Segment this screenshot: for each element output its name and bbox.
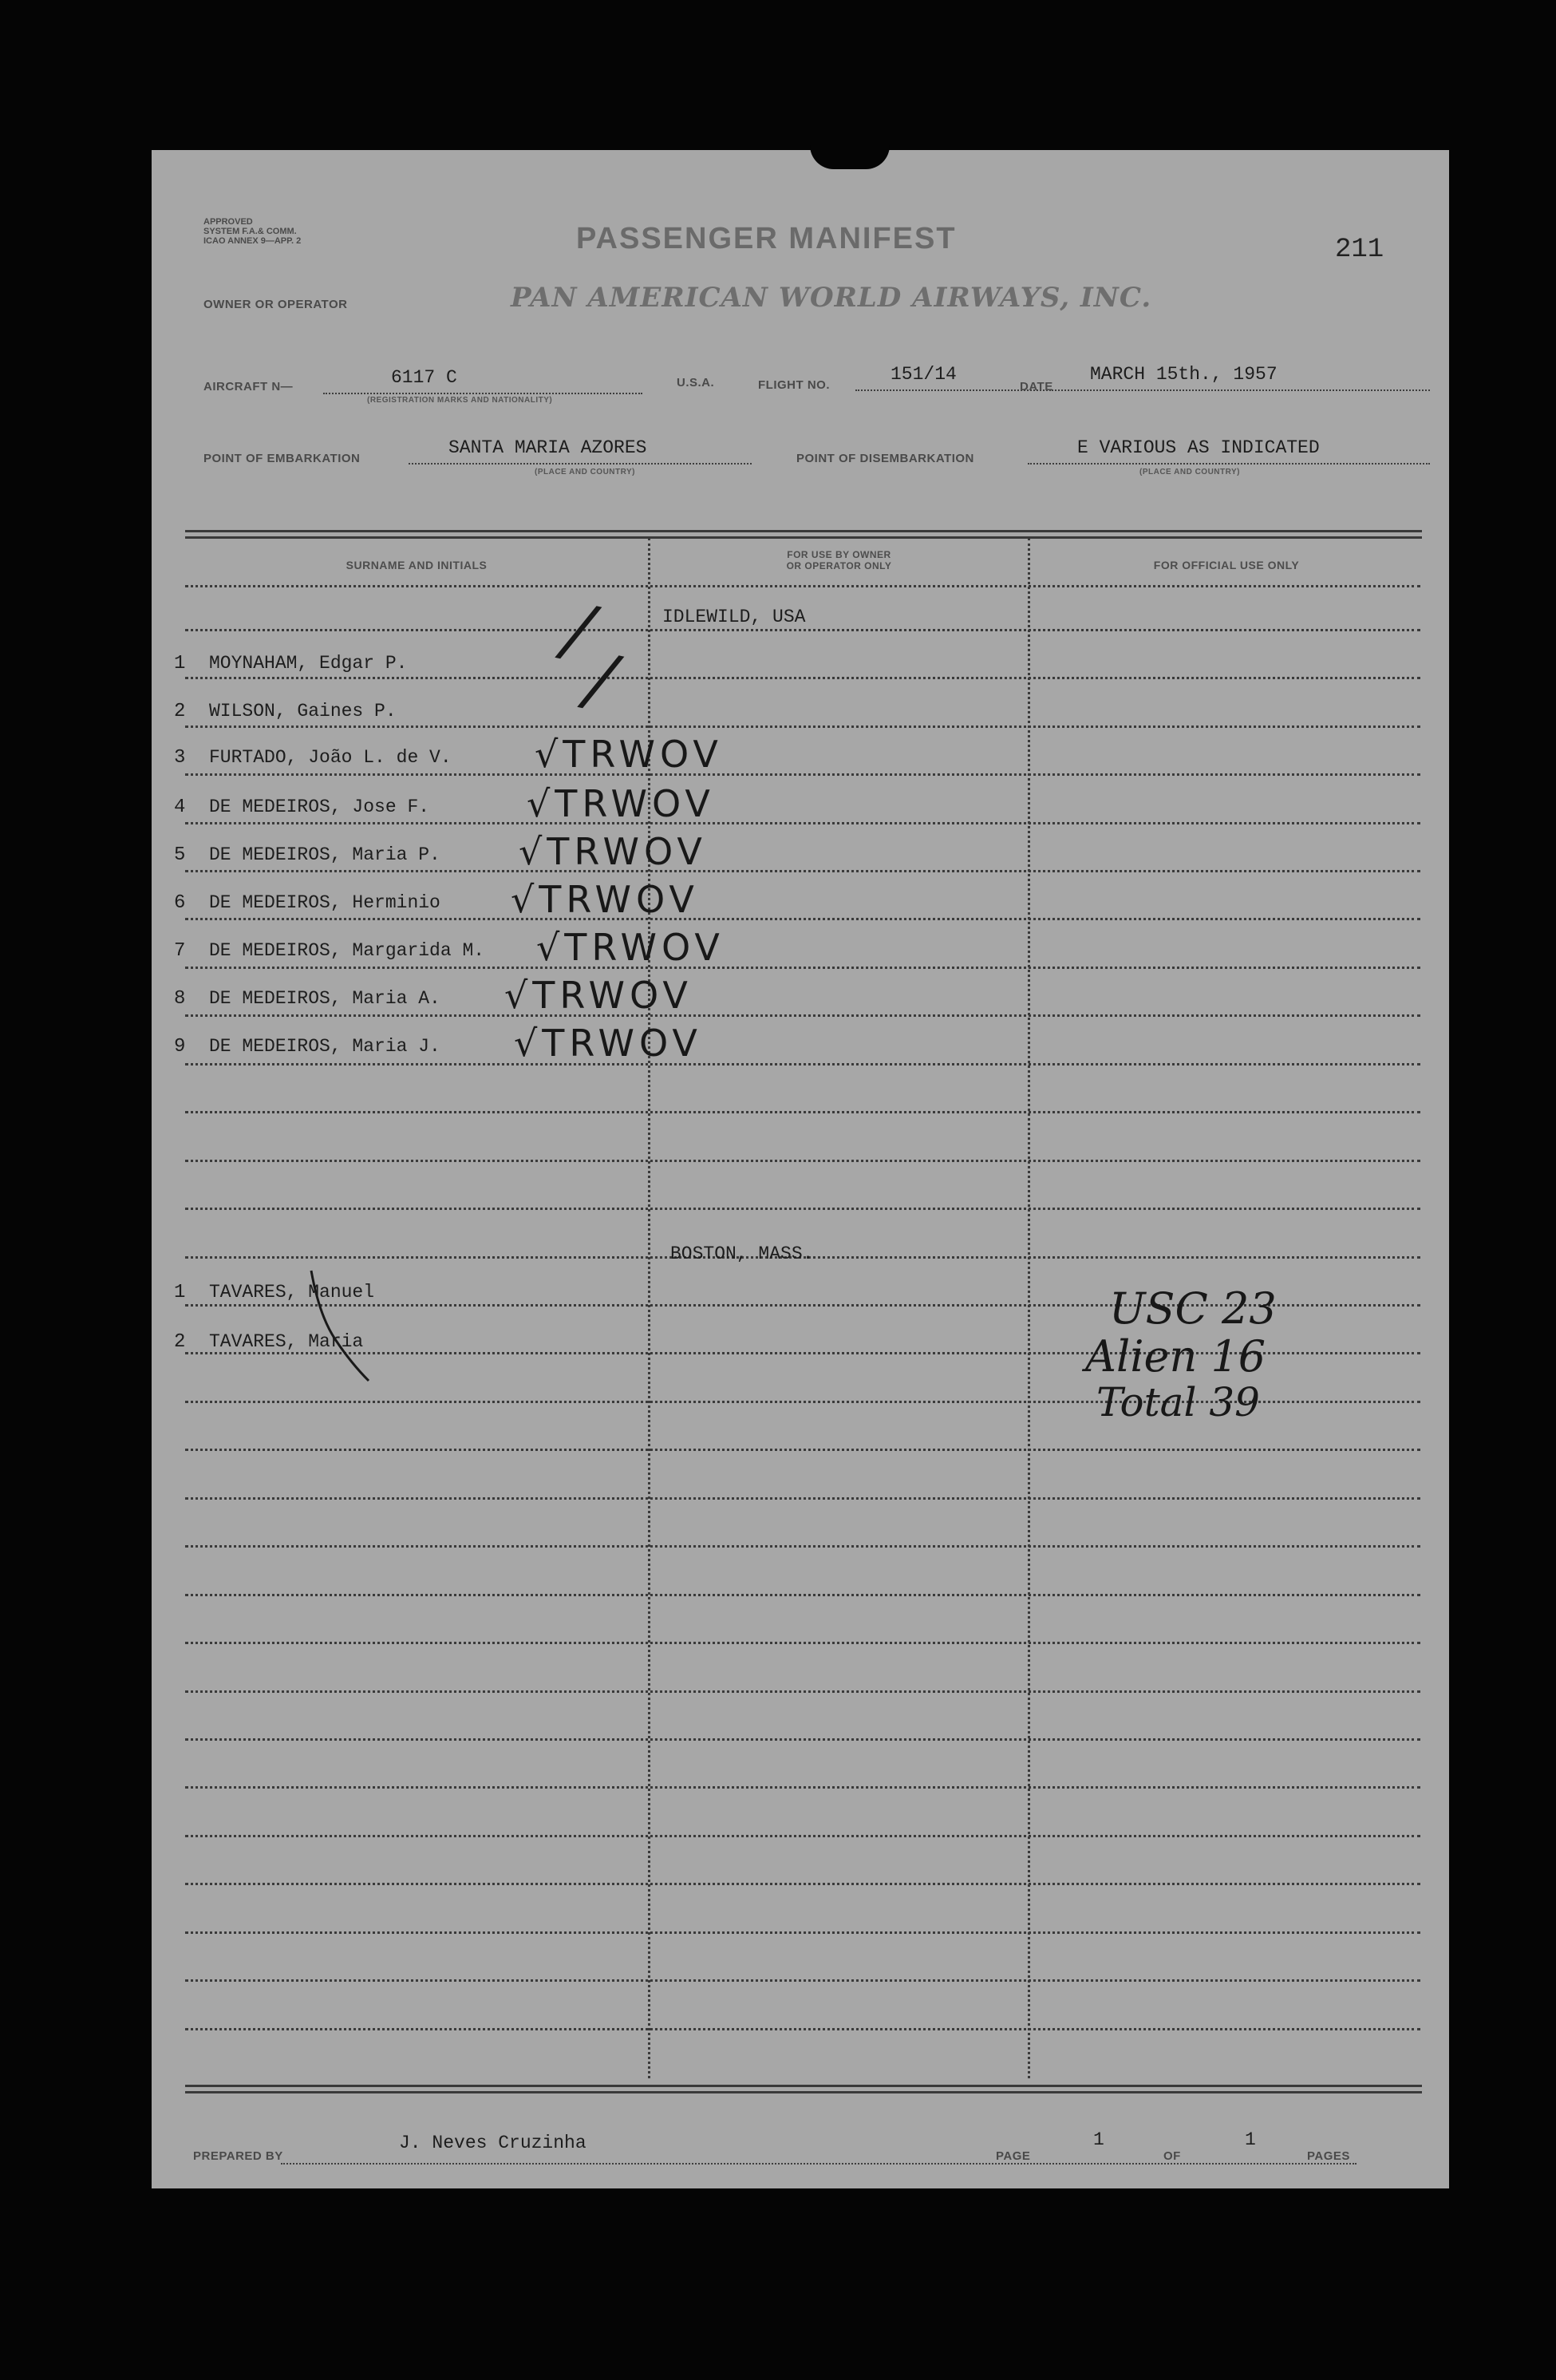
page-stamp: 211 bbox=[1335, 235, 1384, 265]
prepared-by-value: J. Neves Cruzinha bbox=[399, 2133, 586, 2153]
passenger-name: DE MEDEIROS, Maria A. bbox=[209, 988, 440, 1009]
date-value: MARCH 15th., 1957 bbox=[1090, 364, 1278, 385]
disembark-label: POINT OF DISEMBARKATION bbox=[796, 452, 974, 465]
col-header-official: FOR OFFICIAL USE ONLY bbox=[1153, 559, 1300, 571]
note-usc: USC 23 bbox=[1109, 1283, 1277, 1334]
disembark-underline bbox=[1028, 463, 1430, 465]
row-line bbox=[185, 629, 1420, 631]
row-line bbox=[185, 1111, 1420, 1113]
row-line bbox=[185, 2028, 1420, 2030]
handwritten-marks: √TRWOV bbox=[519, 830, 707, 873]
pages-value: 1 bbox=[1245, 2129, 1256, 2150]
row-line bbox=[185, 967, 1420, 969]
row-number: 6 bbox=[174, 892, 186, 914]
row-number: 8 bbox=[174, 988, 186, 1010]
row-line bbox=[185, 918, 1420, 920]
row-number: 2 bbox=[174, 701, 186, 722]
approval-line-2: SYSTEM F.A.& COMM. bbox=[203, 227, 297, 236]
usa-label: U.S.A. bbox=[677, 376, 715, 389]
passenger-name: DE MEDEIROS, Margarida M. bbox=[209, 940, 485, 961]
handwritten-marks: √TRWOV bbox=[504, 974, 693, 1017]
page-label: PAGE bbox=[996, 2149, 1031, 2163]
embark-sub: (PLACE AND COUNTRY) bbox=[535, 468, 635, 476]
row-line bbox=[185, 1594, 1420, 1596]
handwritten-marks: √TRWOV bbox=[536, 926, 725, 969]
note-total: Total 39 bbox=[1096, 1379, 1260, 1425]
form-title: PASSENGER MANIFEST bbox=[576, 222, 957, 255]
owner-label: OWNER OR OPERATOR bbox=[203, 298, 348, 311]
aircraft-sub: (REGISTRATION MARKS AND NATIONALITY) bbox=[367, 396, 553, 405]
row-number: 9 bbox=[174, 1036, 186, 1058]
handwritten-marks: √TRWOV bbox=[511, 878, 699, 921]
row-line bbox=[185, 1835, 1420, 1837]
header-rule bbox=[185, 585, 1420, 587]
row-line bbox=[185, 822, 1420, 824]
disembark-value: E VARIOUS AS INDICATED bbox=[1077, 437, 1320, 458]
table-top-rule bbox=[185, 530, 1422, 539]
row-line bbox=[185, 1786, 1420, 1789]
approval-line-3: ICAO ANNEX 9—APP. 2 bbox=[203, 236, 302, 246]
handwritten-marks: √TRWOV bbox=[535, 733, 723, 776]
owner-company: PAN AMERICAN WORLD AIRWAYS, INC. bbox=[511, 282, 1152, 314]
note-alien: Alien 16 bbox=[1085, 1331, 1266, 1382]
row-line bbox=[185, 1883, 1420, 1885]
row-number: 4 bbox=[174, 797, 186, 818]
row-line bbox=[185, 1208, 1420, 1210]
row-number: 3 bbox=[174, 747, 186, 769]
row-line bbox=[185, 870, 1420, 872]
table-bottom-rule bbox=[185, 2085, 1422, 2093]
row-line bbox=[185, 1979, 1420, 1982]
row-line bbox=[185, 1449, 1420, 1451]
of-label: OF bbox=[1163, 2149, 1181, 2163]
col-header-owner-1: FOR USE BY OWNER bbox=[787, 549, 891, 560]
embark-label: POINT OF EMBARKATION bbox=[203, 452, 361, 465]
strike-through-mark bbox=[263, 1267, 391, 1387]
row-line bbox=[185, 677, 1420, 679]
row-number: 1 bbox=[174, 1282, 186, 1303]
page-value: 1 bbox=[1093, 2129, 1104, 2150]
row-line bbox=[185, 725, 1420, 728]
row-line bbox=[185, 1545, 1420, 1548]
embark-value: SANTA MARIA AZORES bbox=[448, 437, 647, 458]
punch-notch bbox=[810, 145, 890, 169]
column-divider-2 bbox=[1028, 538, 1030, 2078]
row-number: 5 bbox=[174, 844, 186, 866]
prepared-by-label: PREPARED BY bbox=[193, 2149, 283, 2163]
check-mark: / bbox=[580, 636, 622, 725]
row-line bbox=[185, 1497, 1420, 1500]
approval-line-1: APPROVED bbox=[203, 217, 253, 227]
embark-underline bbox=[409, 463, 752, 465]
manifest-sheet bbox=[152, 150, 1449, 2188]
col-header-surname: SURNAME AND INITIALS bbox=[346, 559, 488, 571]
passenger-name: WILSON, Gaines P. bbox=[209, 701, 397, 722]
disembark-sub: (PLACE AND COUNTRY) bbox=[1139, 468, 1240, 476]
passenger-name: DE MEDEIROS, Maria P. bbox=[209, 844, 440, 865]
row-line bbox=[185, 1014, 1420, 1017]
date-underline bbox=[1055, 389, 1430, 391]
passenger-name: MOYNAHAM, Edgar P. bbox=[209, 653, 408, 674]
check-mark: / bbox=[558, 587, 599, 675]
row-line bbox=[185, 1160, 1420, 1162]
passenger-name: DE MEDEIROS, Herminio bbox=[209, 892, 440, 913]
row-line bbox=[185, 1642, 1420, 1644]
aircraft-value: 6117 C bbox=[391, 367, 457, 388]
passenger-name: TAVARES, Manuel bbox=[209, 1282, 375, 1303]
passenger-name: FURTADO, João L. de V. bbox=[209, 747, 452, 768]
section-destination: BOSTON, MASS. bbox=[670, 1243, 814, 1264]
aircraft-label: AIRCRAFT N— bbox=[203, 380, 294, 393]
passenger-name: DE MEDEIROS, Jose F. bbox=[209, 797, 430, 817]
passenger-name: TAVARES, Maria bbox=[209, 1331, 364, 1352]
row-number: 7 bbox=[174, 940, 186, 962]
aircraft-underline bbox=[323, 393, 642, 394]
flight-label: FLIGHT NO. bbox=[758, 378, 830, 392]
row-line bbox=[185, 1738, 1420, 1741]
handwritten-marks: √TRWOV bbox=[514, 1022, 702, 1065]
row-line bbox=[185, 773, 1420, 776]
pages-label: PAGES bbox=[1307, 2149, 1350, 2163]
row-number: 2 bbox=[174, 1331, 186, 1353]
row-line bbox=[185, 1690, 1420, 1693]
row-line bbox=[185, 1063, 1420, 1065]
row-line bbox=[185, 1931, 1420, 1934]
col-header-owner-2: OR OPERATOR ONLY bbox=[786, 560, 892, 571]
footer-underline bbox=[281, 2163, 1357, 2165]
date-label: DATE bbox=[1020, 380, 1053, 393]
row-number: 1 bbox=[174, 653, 186, 674]
section-destination: IDLEWILD, USA bbox=[662, 607, 806, 627]
flight-value: 151/14 bbox=[891, 364, 957, 385]
handwritten-marks: √TRWOV bbox=[527, 782, 715, 825]
passenger-name: DE MEDEIROS, Maria J. bbox=[209, 1036, 440, 1057]
